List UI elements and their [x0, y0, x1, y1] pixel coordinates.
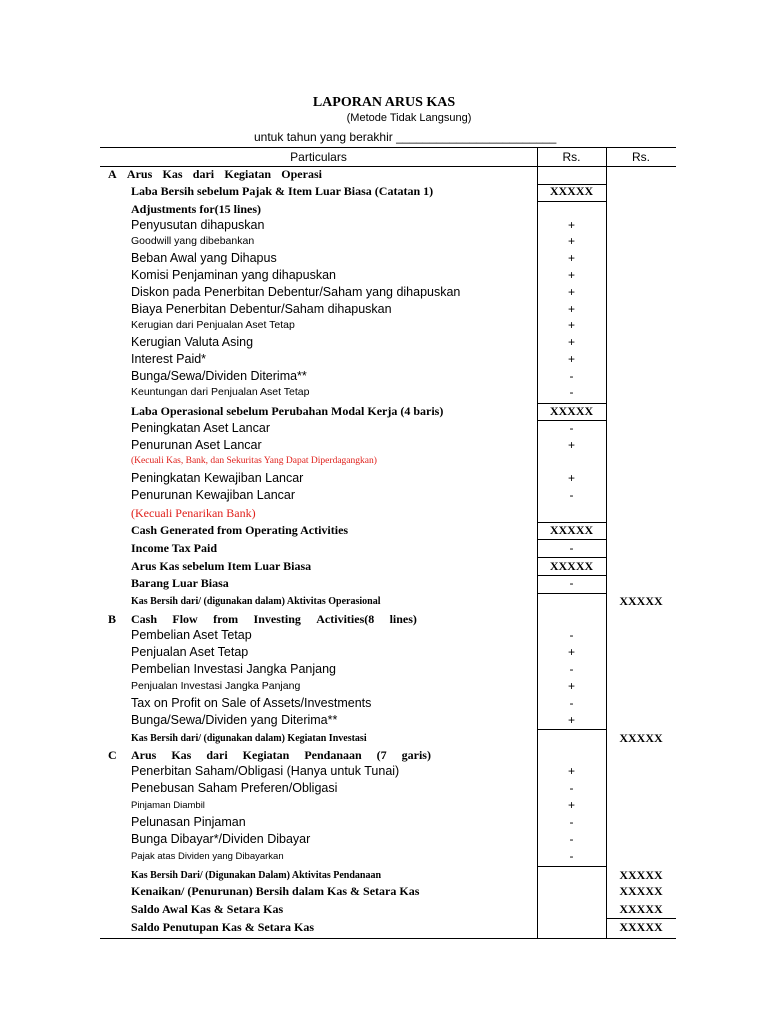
row-label: Goodwill yang dibebankan	[131, 235, 255, 247]
row-col2: XXXXX	[619, 884, 663, 898]
row-col1: -	[569, 781, 574, 795]
title-word: garis)	[401, 748, 431, 762]
row-label: Komisi Penjaminan yang dihapuskan	[131, 268, 336, 282]
row-col1: -	[569, 662, 574, 676]
row-label: Cash Generated from Operating Activities	[131, 523, 349, 537]
table-row	[0, 284, 768, 301]
title-word: Kas	[162, 167, 183, 181]
row-label: Kas Bersih dari/ (digunakan dalam) Kegiatan Investasi	[131, 733, 367, 744]
title-word: Cash	[131, 612, 158, 626]
row-col1: -	[569, 628, 574, 642]
row-col1: -	[569, 369, 574, 383]
title-word: dari	[192, 167, 215, 181]
table-row	[0, 901, 768, 918]
row-label: Penjualan Aset Tetap	[131, 645, 249, 659]
table-row	[0, 217, 768, 234]
row-label: Beban Awal yang Dihapus	[131, 251, 277, 265]
section-c-letter: C	[108, 748, 117, 762]
table-row	[0, 712, 768, 729]
row-col2: XXXXX	[619, 731, 663, 745]
row-label: Barang Luar Biasa	[131, 576, 229, 590]
row-label: (Kecuali Penarikan Bank)	[131, 506, 256, 520]
title-word: lines)	[389, 612, 417, 626]
row-label: Laba Operasional sebelum Perubahan Modal Kerja (4 baris)	[131, 404, 444, 418]
title-word: Kegiatan	[242, 748, 290, 762]
row-label: Laba Bersih sebelum Pajak & Item Luar Biasa (Catatan 1)	[131, 184, 434, 198]
table-row	[0, 575, 768, 592]
row-col1: +	[567, 335, 575, 349]
table-row	[0, 505, 768, 522]
row-col1: -	[569, 576, 574, 590]
table-row	[0, 558, 768, 575]
table-row	[0, 883, 768, 900]
row-col1: +	[567, 471, 575, 485]
section-c-title	[131, 747, 431, 764]
title-word: Arus	[126, 167, 153, 181]
row-label: Keuntungan dari Penjualan Aset Tetap	[131, 386, 310, 398]
table-row	[0, 695, 768, 712]
header-col2: Rs.	[632, 150, 650, 164]
row-col1: -	[569, 421, 574, 435]
table-row	[0, 183, 768, 200]
row-label: Bunga/Sewa/Dividen Diterima**	[131, 369, 307, 383]
row-label: Tax on Profit on Sale of Assets/Investments	[131, 696, 372, 710]
title-word: (7	[376, 748, 387, 762]
table-row	[0, 384, 768, 401]
row-col2: XXXXX	[619, 920, 663, 934]
table-row	[0, 867, 768, 884]
table-row	[0, 522, 768, 539]
title-word: dari	[206, 748, 228, 762]
doc-subtitle: (Metode Tidak Langsung)	[346, 112, 472, 124]
row-col1: XXXXX	[549, 523, 594, 537]
row-col1: +	[567, 302, 575, 316]
table-row	[0, 763, 768, 780]
row-label: Pembelian Aset Tetap	[131, 628, 252, 642]
table-row	[0, 627, 768, 644]
title-word: Kas	[171, 748, 192, 762]
row-col1: XXXXX	[549, 559, 594, 573]
row-label: Income Tax Paid	[131, 541, 218, 555]
table-row	[0, 201, 768, 218]
table-row	[0, 540, 768, 557]
header-particulars: Particulars	[290, 150, 347, 164]
row-col1: +	[567, 268, 575, 282]
row-label: Adjustments for(15 lines)	[131, 202, 261, 216]
section-b-heading	[0, 611, 768, 628]
row-col1: XXXXX	[549, 184, 594, 198]
row-col2: XXXXX	[619, 902, 663, 916]
table-row	[0, 661, 768, 678]
section-a-title	[108, 166, 322, 183]
row-label: Arus Kas sebelum Item Luar Biasa	[131, 559, 312, 573]
table-row	[0, 593, 768, 610]
row-col1: +	[567, 234, 575, 248]
row-col1: +	[567, 438, 575, 452]
row-label: Penurunan Kewajiban Lancar	[131, 488, 296, 502]
section-b-title	[131, 611, 417, 628]
row-label: Kenaikan/ (Penurunan) Bersih dalam Kas & Setara Kas	[131, 884, 420, 898]
period-line: untuk tahun yang berakhir ________________________	[254, 130, 557, 144]
row-label: Saldo Awal Kas & Setara Kas	[131, 902, 284, 916]
table-row	[0, 351, 768, 368]
row-col1: +	[567, 218, 575, 232]
row-col2: XXXXX	[619, 868, 663, 882]
table-row	[0, 848, 768, 865]
table-row	[0, 678, 768, 695]
table-top-border	[100, 147, 676, 148]
table-row	[0, 317, 768, 334]
table-row	[0, 644, 768, 661]
table-row	[0, 797, 768, 814]
row-label: Penyusutan dihapuskan	[131, 218, 265, 232]
section-a-heading	[0, 166, 768, 183]
table-row	[0, 233, 768, 250]
table-row	[0, 420, 768, 437]
title-word: Kegiatan	[224, 167, 272, 181]
row-label: Penurunan Aset Lancar	[131, 438, 262, 452]
title-word: Flow	[172, 612, 198, 626]
table-row	[0, 814, 768, 831]
row-col1: -	[569, 541, 574, 555]
title-word: Arus	[131, 748, 157, 762]
table-row	[0, 334, 768, 351]
title-word: Pendanaan	[304, 748, 362, 762]
row-col1: -	[569, 849, 574, 863]
row-label: Pembelian Investasi Jangka Panjang	[131, 662, 336, 676]
header-col1: Rs.	[562, 150, 581, 164]
table-row	[0, 730, 768, 747]
section-c-heading	[0, 747, 768, 764]
table-row	[0, 780, 768, 797]
row-col2: XXXXX	[619, 594, 663, 608]
row-label: Kerugian dari Penjualan Aset Tetap	[131, 319, 295, 331]
row-label: Bunga Dibayar*/Dividen Dibayar	[131, 832, 311, 846]
doc-title: LAPORAN ARUS KAS	[312, 95, 456, 110]
table-row	[0, 437, 768, 454]
row-col1: +	[567, 798, 575, 812]
row-col1: XXXXX	[549, 404, 594, 418]
row-label: Penjualan Investasi Jangka Panjang	[131, 680, 301, 692]
row-label: Kas Bersih dari/ (digunakan dalam) Aktivitas Operasional	[131, 596, 381, 607]
row-label: Pajak atas Dividen yang Dibayarkan	[131, 851, 284, 862]
table-row	[0, 831, 768, 848]
row-col1: -	[569, 815, 574, 829]
row-col1: +	[567, 764, 575, 778]
row-label: (Kecuali Kas, Bank, dan Sekuritas Yang Dapat Diperdagangkan)	[131, 456, 377, 466]
row-label: Peningkatan Kewajiban Lancar	[131, 471, 304, 485]
table-row	[0, 250, 768, 267]
table-row	[0, 403, 768, 420]
section-b-letter: B	[108, 612, 117, 626]
table-row	[0, 919, 768, 936]
section-a-letter: A	[108, 167, 117, 181]
row-col1: +	[567, 679, 575, 693]
row-label: Interest Paid*	[131, 352, 207, 366]
row-col1: +	[567, 645, 575, 659]
table-row	[0, 453, 768, 470]
table-row	[0, 368, 768, 385]
row-label: Biaya Penerbitan Debentur/Saham dihapuskan	[131, 302, 392, 316]
row-col1: -	[569, 385, 574, 399]
table-row	[0, 267, 768, 284]
table-row	[0, 301, 768, 318]
row-label: Saldo Penutupan Kas & Setara Kas	[131, 920, 315, 934]
row-label: Penerbitan Saham/Obligasi (Hanya untuk Tunai)	[131, 764, 400, 778]
row-col1: +	[567, 713, 575, 727]
row-label: Pelunasan Pinjaman	[131, 815, 246, 829]
row-col1: -	[569, 488, 574, 502]
table-bottom-border	[100, 938, 676, 939]
title-word: Activities(8	[316, 612, 375, 626]
row-label: Bunga/Sewa/Dividen yang Diterima**	[131, 713, 338, 727]
table-row	[0, 487, 768, 504]
title-word: Investing	[253, 612, 301, 626]
row-label: Kerugian Valuta Asing	[131, 335, 254, 349]
row-label: Diskon pada Penerbitan Debentur/Saham yang dihapuskan	[131, 285, 461, 299]
row-label: Pinjaman Diambil	[131, 800, 205, 811]
table-row	[0, 470, 768, 487]
title-word: from	[213, 612, 239, 626]
row-col1: +	[567, 251, 575, 265]
row-col1: +	[567, 352, 575, 366]
row-col1: +	[567, 318, 575, 332]
row-label: Penebusan Saham Preferen/Obligasi	[131, 781, 338, 795]
row-label: Peningkatan Aset Lancar	[131, 421, 270, 435]
row-col1: -	[569, 696, 574, 710]
row-label: Kas Bersih Dari/ (Digunakan Dalam) Aktivitas Pendanaan	[131, 870, 382, 881]
title-word: Operasi	[281, 167, 322, 181]
row-col1: -	[569, 832, 574, 846]
row-col1: +	[567, 285, 575, 299]
